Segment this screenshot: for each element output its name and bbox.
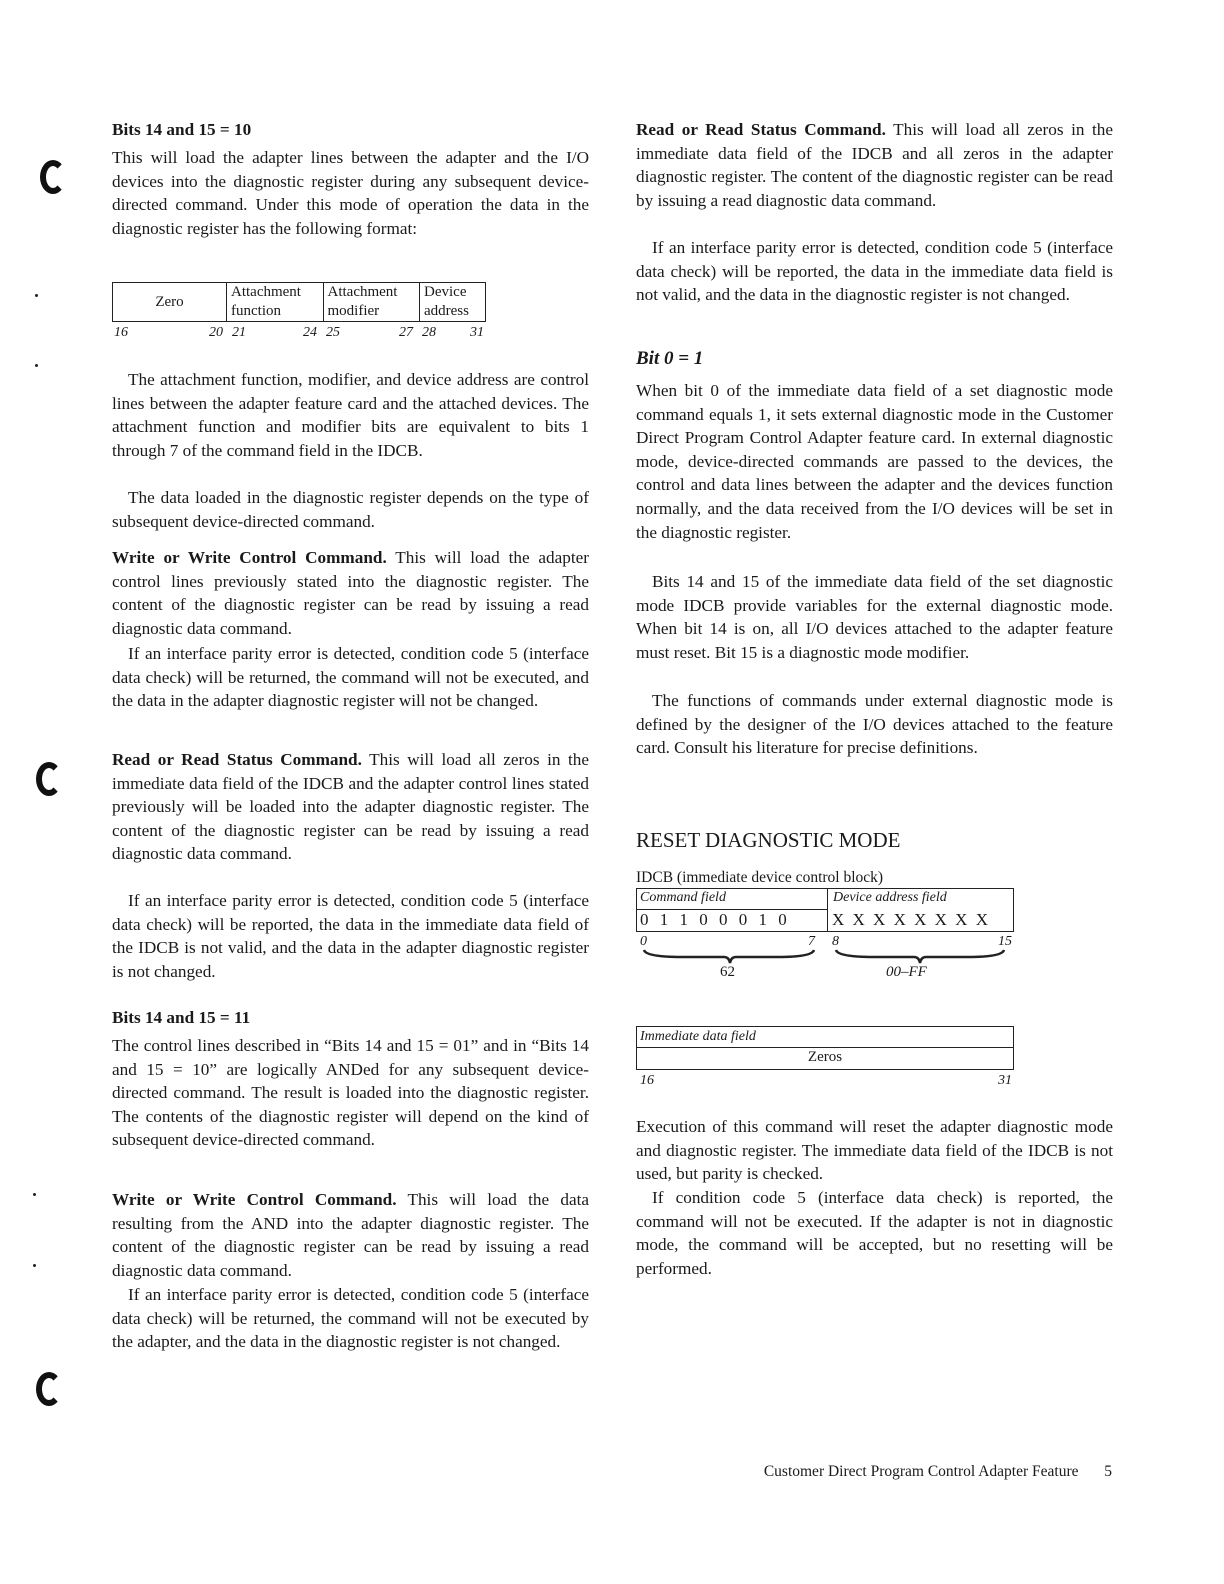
immediate-data-label: Immediate data field (640, 1029, 756, 1044)
paragraph: The functions of commands under external diagnostic mode is defined by the designer of the I/O devices attached to the feature card. Consult his literature for precise definitions. (636, 691, 1113, 758)
write-command-paragraph (112, 1188, 589, 1282)
paragraph: This will load the adapter lines between the adapter and the I/O devices into the diagnostic register during any subsequent device-directed command. Under this mode of operation the data in the diagnostic register has the following format: (112, 148, 589, 238)
immediate-data-value: Zeros (807, 1049, 843, 1065)
bit-label: 16 (114, 325, 128, 340)
paragraph: When bit 0 of the immediate data field of a set diagnostic mode command equals 1, it sets external diagnostic mode in the Customer Direct Program Control Adapter feature card. In external diagnostic mode, device-directed commands are passed to the devices, the control and data lines between the adapter and the devices function normally, and the data received from the I/O devices will be set in the diagnostic register. (636, 381, 1113, 542)
command-field-label: Command field (640, 890, 726, 905)
page-number: 5 (1104, 1463, 1112, 1480)
paragraph: The attachment function, modifier, and device address are control lines between the adapter feature card and the attached devices. The attachment function and modifier bits are equivalent to bits 1 through 7 of the command field in the IDCB. (112, 370, 589, 460)
punch-hole-top (40, 160, 66, 194)
speck (35, 294, 38, 297)
heading-bit-0: Bit 0 = 1 (636, 348, 704, 369)
write-command-paragraph (112, 546, 589, 640)
device-address-cell: Device (420, 283, 486, 303)
paragraph: Bits 14 and 15 of the immediate data field of the set diagnostic mode IDCB provide variables for the external diagnostic mode. When bit 14 is on, all I/O devices attached to the adapter feature must reset. Bit 15 is a diagnostic mode modifier. (636, 572, 1113, 662)
command-field-bits: 0 1 1 0 0 0 1 0 (640, 910, 789, 929)
bit-label: 31 (998, 1073, 1012, 1088)
paragraph: If an interface parity error is detected, condition code 5 (interface data check) will be returned, the command will not be executed by the adapter, and the data in the diagnostic register is not changed. (112, 1285, 589, 1352)
bit-label: 24 (303, 325, 317, 340)
brace-lines (642, 948, 1014, 966)
attachment-function-cell-2: function (227, 302, 324, 322)
run-in-body: This will load all zeros in the immediate data field of the IDCB and the adapter control lines stated previously will be loaded into the adapter diagnostic register. The content of the diagnostic register can be read by issuing a read diagnostic data command. (112, 750, 589, 864)
paragraph: If an interface parity error is detected, condition code 5 (interface data check) will be reported, the data in the immediate data field is not valid, and the data in the diagnostic register is not changed. (636, 238, 1113, 305)
attachment-modifier-cell: Attachment (323, 283, 420, 303)
paragraph: The data loaded in the diagnostic register depends on the type of subsequent device-directed command. (112, 488, 589, 531)
run-in-heading: Read or Read Status Command. (636, 120, 886, 139)
immediate-data-box (636, 1026, 1014, 1070)
zero-cell: Zero (113, 283, 227, 322)
bit-label: 20 (209, 325, 223, 340)
device-address-bits: X X X X X X X X (832, 910, 989, 929)
idcb-box (636, 888, 1014, 932)
device-address-hex: 00–FF (886, 964, 927, 980)
bit-label: 28 (422, 325, 436, 340)
heading-bits-11: Bits 14 and 15 = 11 (112, 1008, 251, 1027)
device-address-cell-2: address (420, 302, 486, 322)
attachment-modifier-cell-2: modifier (323, 302, 420, 322)
run-in-heading: Write or Write Control Command. (112, 1190, 397, 1209)
page-footer (600, 1463, 1112, 1481)
run-in-heading: Write or Write Control Command. (112, 548, 387, 567)
punch-hole-bottom (36, 1372, 62, 1406)
punch-hole-middle (36, 762, 62, 796)
speck (33, 1193, 36, 1196)
attachment-function-cell: Attachment (227, 283, 324, 303)
section-heading: RESET DIAGNOSTIC MODE (636, 828, 901, 852)
paragraph: If condition code 5 (interface data check) is reported, the command will not be executed. If the adapter is not in diagnostic mode, the command will be accepted, but no resetting will be performed. (636, 1188, 1113, 1278)
bit-label: 0 (640, 934, 647, 949)
bit-label: 27 (399, 325, 413, 340)
bit-label: 15 (998, 934, 1012, 949)
run-in-body: This will load all zeros in the immediate data field of the IDCB and all zeros in the adapter diagnostic register. The content of the diagnostic register can be read by issuing a read diagnostic data command. (636, 120, 1113, 210)
bit-label: 25 (326, 325, 340, 340)
run-in-body: This will load the data resulting from the AND into the adapter diagnostic register. The content of the diagnostic register can be read by issuing a read diagnostic data command. (112, 1190, 589, 1280)
paragraph: The control lines described in “Bits 14 and 15 = 01” and in “Bits 14 and 15 = 10” are logically ANDed for any subsequent device-directed command. The result is loaded into the diagnostic register. The contents of the diagnostic register will depend on the kind of subsequent device-directed command. (112, 1036, 589, 1150)
command-hex: 62 (720, 964, 735, 980)
device-address-field-label: Device address field (833, 890, 947, 905)
bit-label: 8 (832, 934, 839, 949)
paragraph: If an interface parity error is detected, condition code 5 (interface data check) will be returned, the command will not be executed, and the data in the adapter diagnostic register will not be changed. (112, 644, 589, 711)
bit-label: 7 (808, 934, 815, 949)
run-in-heading: Read or Read Status Command. (112, 750, 362, 769)
paragraph: Execution of this command will reset the adapter diagnostic mode and diagnostic register. The immediate data field of the IDCB is not used, but parity is checked. (636, 1117, 1113, 1184)
heading-bits-10: Bits 14 and 15 = 10 (112, 120, 252, 139)
register-format-table (112, 282, 486, 322)
bit-label: 21 (232, 325, 246, 340)
read-command-paragraph (636, 118, 1113, 212)
speck (33, 1264, 36, 1267)
read-command-paragraph (112, 748, 589, 866)
idcb-title: IDCB (immediate device control block) (636, 869, 884, 886)
paragraph: If an interface parity error is detected, condition code 5 (interface data check) will be reported, the data in the immediate data field of the IDCB is not valid, and the data in the adapter diagnostic register is not changed. (112, 891, 589, 981)
footer-title: Customer Direct Program Control Adapter Feature (763, 1463, 1079, 1480)
run-in-body: This will load the adapter control lines previously stated into the diagnostic register. The content of the diagnostic register can be read by issuing a read diagnostic data command. (112, 548, 589, 638)
bit-label: 31 (470, 325, 484, 340)
speck (35, 364, 38, 367)
bit-label: 16 (640, 1073, 654, 1088)
